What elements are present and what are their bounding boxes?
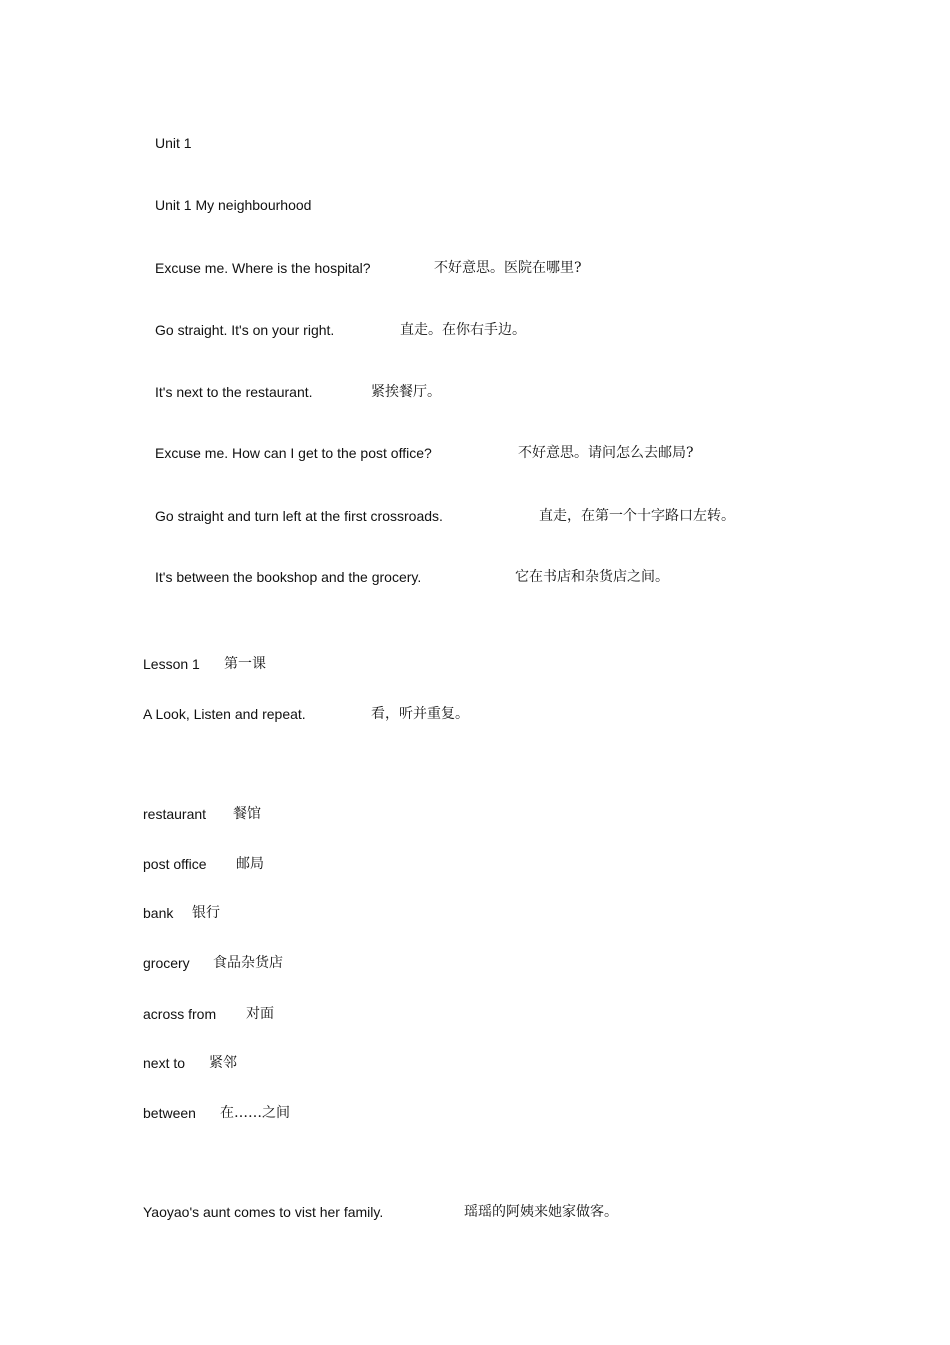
vocab-zh: 食品杂货店 — [213, 955, 283, 971]
unit-title: Unit 1 My neighbourhood — [155, 197, 312, 213]
lesson-title-en: Lesson 1 — [143, 656, 200, 672]
sentence-zh: 直走，在第一个十字路口左转。 — [539, 508, 735, 524]
sentence-en: It's next to the restaurant. — [155, 384, 313, 400]
section-a-en: A Look, Listen and repeat. — [143, 706, 306, 722]
vocab-zh: 餐馆 — [233, 806, 261, 822]
vocab-en: next to — [143, 1055, 186, 1071]
sentence-zh: 直走。在你右手边。 — [400, 322, 526, 338]
sentence-zh: 紧挨餐厅。 — [371, 384, 441, 400]
section-a-zh: 看，听并重复。 — [371, 706, 469, 722]
unit-label: Unit 1 — [155, 135, 192, 151]
vocab-en: post office — [143, 856, 207, 872]
sentence-en: Excuse me. Where is the hospital? — [155, 260, 371, 276]
sentence-en: Go straight. It's on your right. — [155, 322, 335, 338]
sentence-zh: 不好意思。请问怎么去邮局? — [518, 445, 694, 461]
sentence-en: Go straight and turn left at the first crossroads. — [155, 508, 443, 524]
lesson-title-zh: 第一课 — [224, 656, 266, 672]
vocab-en: bank — [143, 905, 174, 921]
vocab-en: restaurant — [143, 806, 207, 822]
vocab-zh: 在……之间 — [220, 1105, 290, 1121]
sentence-en: It's between the bookshop and the grocery. — [155, 569, 422, 585]
sentence-zh: 它在书店和杂货店之间。 — [515, 569, 669, 585]
vocab-en: across from — [143, 1006, 217, 1022]
vocab-en: between — [143, 1105, 196, 1121]
sentence-en: Excuse me. How can I get to the post office? — [155, 445, 432, 461]
vocab-zh: 邮局 — [236, 856, 264, 872]
sentence-zh: 不好意思。医院在哪里? — [434, 260, 582, 276]
closing-sentence-zh: 瑶瑶的阿姨来她家做客。 — [464, 1204, 618, 1220]
vocab-zh: 紧邻 — [209, 1055, 237, 1071]
closing-sentence-en: Yaoyao's aunt comes to vist her family. — [143, 1204, 384, 1220]
vocab-zh: 对面 — [246, 1006, 274, 1022]
vocab-zh: 银行 — [192, 905, 220, 921]
vocab-en: grocery — [143, 955, 190, 971]
